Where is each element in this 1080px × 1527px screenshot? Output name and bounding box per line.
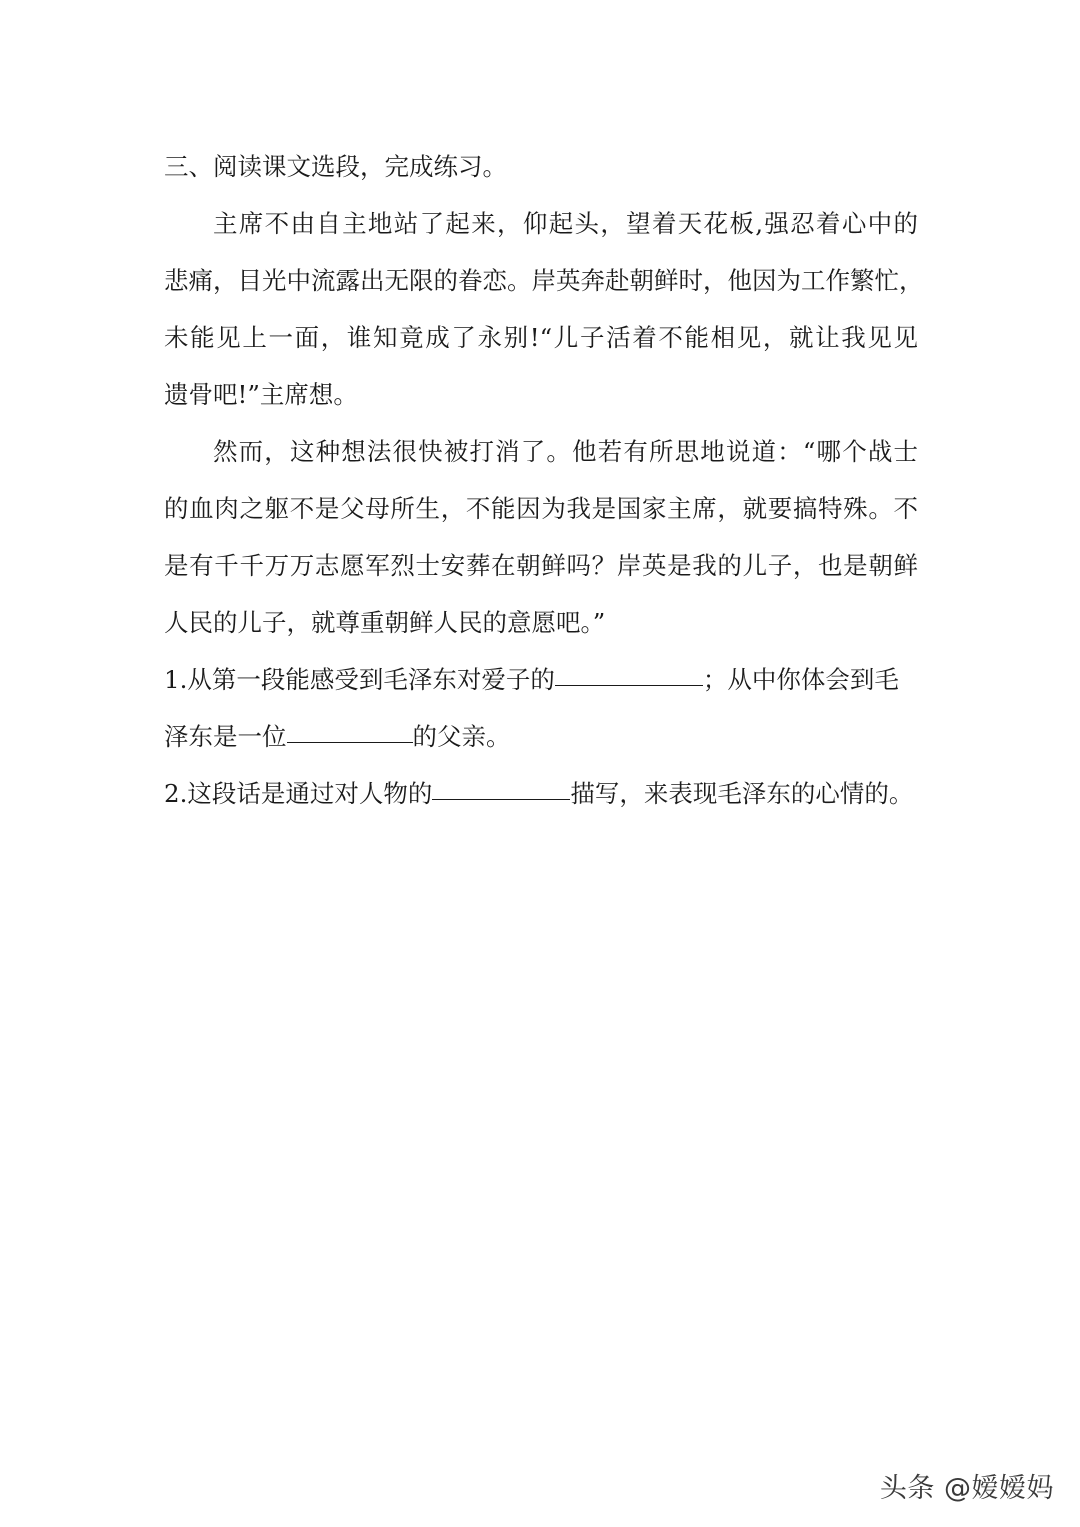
passage-line: 悲痛，目光中流露出无限的眷恋。岸英奔赴朝鲜时，他因为工作繁忙， [164,266,924,295]
answer-blank-3[interactable] [432,769,570,800]
question-1-text-c: 泽东是一位 [164,722,287,751]
question-2-line [164,765,918,822]
section-title: 三、阅读课文选段，完成练习。 [164,152,507,181]
passage-line: 未能见上一面，谁知竟成了永别!“儿子活着不能相见，就让我见见 [164,323,918,352]
passage-line: 是有千千万万志愿军烈士安葬在朝鲜吗？岸英是我的儿子，也是朝鲜 [164,551,918,580]
passage-paragraph-2 [164,423,918,651]
passage-paragraph-1 [164,195,924,423]
question-1-line-1 [164,651,918,708]
passage-line: 人民的儿子，就尊重朝鲜人民的意愿吧。” [164,608,606,637]
question-2 [164,765,918,822]
question-2-text-b: 描写，来表现毛泽东的心情的。 [570,779,914,808]
question-1-line-2 [164,708,918,765]
passage-line: 遗骨吧!”主席想。 [164,380,358,409]
question-1 [164,651,918,765]
answer-blank-1[interactable] [555,655,703,686]
answer-blank-2[interactable] [287,712,413,743]
passage-line: 主席不由自主地站了起来，仰起头，望着天花板,强忍着心中的 [213,209,918,238]
question-2-text-a: 2.这段话是通过对人物的 [164,779,433,808]
exercise-content [164,138,924,822]
question-1-text-d: 的父亲。 [412,722,511,751]
passage-line: 然而，这种想法很快被打消了。他若有所思地说道：“哪个战士 [213,437,918,466]
watermark: 头条 @嫒嫒妈 [879,1473,1054,1504]
question-1-text-b: ；从中你体会到毛 [702,665,899,694]
passage-line: 的血肉之躯不是父母所生，不能因为我是国家主席，就要搞特殊。不 [164,494,918,523]
question-1-text-a: 1.从第一段能感受到毛泽东对爱子的 [164,665,555,694]
